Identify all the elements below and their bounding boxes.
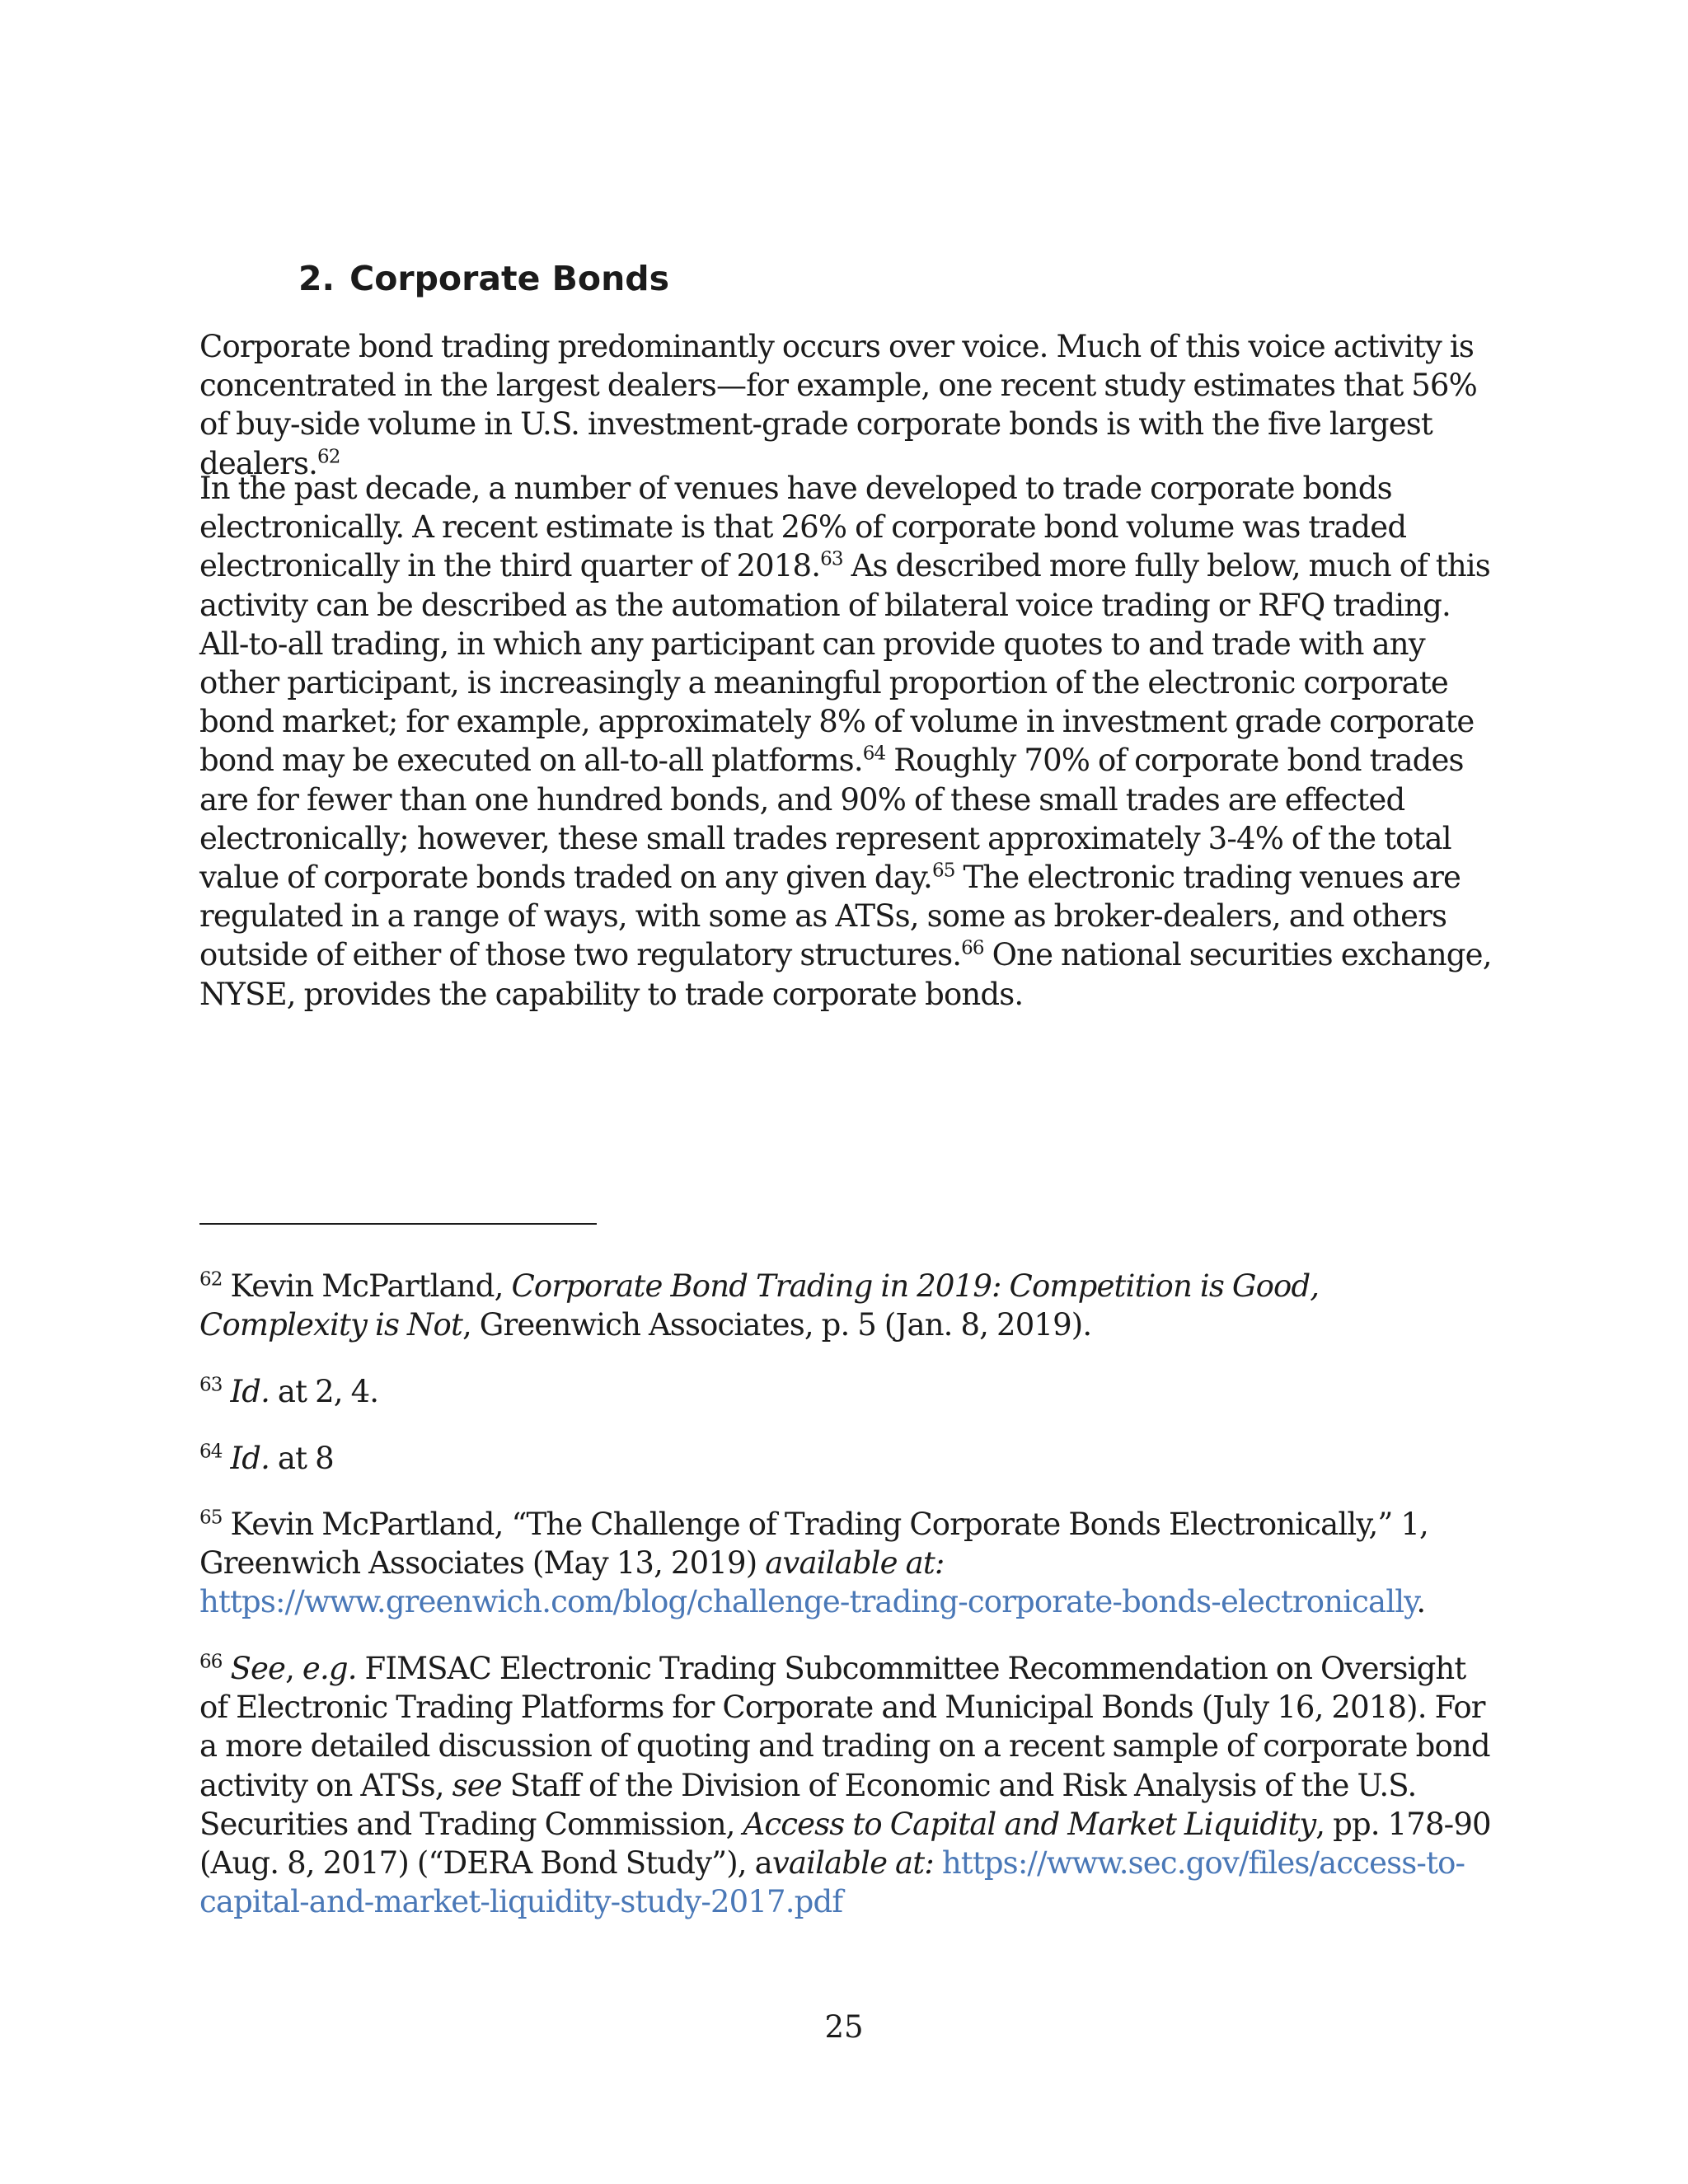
section-number: 2. [298,259,335,298]
section-heading [298,257,669,300]
footnote-text: FIMSAC Electronic Trading Subcommittee Recommendation on Oversight of Electronic Trading Platforms for Corporate and Municipal Bonds (July 16, 2018). For a more detailed discussion of quoting and trading on a recent sample of corporate bond activity on ATSs, [199,1651,1490,1803]
paragraph-text: As described more fully below, much of this activity can be described as the automation of bilateral voice trading or RFQ trading. All-to-all trading, in which any participant can provide quotes to and trade with any other participant, is increasingly a meaningful proportion of the electronic corporate bond market; for example, approximately 8% of volume in investment grade corporate bond may be executed on all-to-all platforms. [199,548,1490,779]
footnote-text: , [285,1651,302,1686]
sec-study-link[interactable]: https://www.sec.gov/files/access-to-capital-and-market-liquidity-study-2017.pdf [199,1845,1465,1920]
section-title: Corporate Bonds [349,259,670,298]
footnote-text: Kevin McPartland, [222,1268,512,1304]
footnote-number: 64 [199,1441,223,1463]
available-at-label: available at: [765,1545,945,1582]
paragraph-text: In the past decade, a number of venues have developed to trade corporate bonds electronically. A recent estimate is that 26% of corporate bond volume was traded electronically in the third quarter of 2018. [199,471,1407,584]
footnote-text: at 2, 4. [270,1374,379,1409]
footnote-ref-64[interactable]: 64 [862,743,886,766]
body-paragraph-2 [199,469,1493,1014]
eg-signal: e.g. [302,1651,357,1686]
body-paragraph-1 [199,327,1493,483]
footnote-text: at 8 [270,1441,334,1476]
footnote-text: . [1416,1584,1426,1620]
footnote-ref-63[interactable]: 63 [820,549,843,571]
footnote-text: , Greenwich Associates, p. 5 (Jan. 8, 2019). [462,1307,1092,1343]
footnote-separator [199,1223,597,1225]
greenwich-link[interactable]: https://www.greenwich.com/blog/challenge-trading-corporate-bonds-electronically [199,1584,1417,1620]
footnote-ref-66[interactable]: 66 [961,938,984,960]
footnote-62 [199,1267,1493,1344]
paragraph-text: Roughly 70% of corporate bond trades are for fewer than one hundred bonds, and 90% of these small trades are effected electronically; however, these small trades represent approximately 3-4% of the total value of corporate bonds traded on any given day. [199,743,1464,896]
footnote-64 [199,1439,1493,1478]
paragraph-text: One national securities exchange, NYSE, provides the capability to trade corporate bonds. [199,937,1492,1012]
cited-title: Corporate Bond Trading in 2019: Competition is Good, Complexity is Not [199,1268,1320,1343]
footnote-number: 62 [199,1268,223,1291]
footnote-text: Kevin McPartland, “The Challenge of Trading Corporate Bonds Electronically,” 1, Greenwich Associates (May 13, 2019) [199,1507,1428,1582]
footnote-number: 63 [199,1374,223,1396]
cited-title: Access to Capital and Market Liquidity [743,1806,1316,1842]
footnote-66 [199,1649,1493,1921]
page-number: 25 [824,2009,864,2045]
footnote-63 [199,1372,1493,1411]
id-citation: Id. [230,1374,270,1409]
footnote-text: , pp. 178-90 (Aug. 8, 2017) (“DERA Bond Study”), a [199,1806,1491,1882]
paragraph-text: Corporate bond trading predominantly occurs over voice. Much of this voice activity is concentrated in the largest dealers—for example, one recent study estimates that 56% of buy-side volume in U.S. investment-grade corporate bonds is with the five largest dealers. [199,329,1477,481]
footnote-ref-65[interactable]: 65 [931,860,955,882]
footnote-65 [199,1505,1493,1622]
footnote-ref-62[interactable]: 62 [317,446,340,468]
available-at-label: vailable at: [771,1845,934,1882]
footnote-text: Staff of the Division of Economic and Risk Analysis of the U.S. Securities and Trading Commission, [199,1767,1417,1842]
footnote-number: 65 [199,1507,223,1529]
footnote-number: 66 [199,1651,223,1673]
see-signal: see [452,1767,502,1803]
paragraph-text: The electronic trading venues are regulated in a range of ways, with some as ATSs, some as broker-dealers, and others outside of either of those two regulatory structures. [199,860,1461,973]
see-signal: See [230,1651,286,1686]
id-citation: Id. [230,1441,270,1476]
